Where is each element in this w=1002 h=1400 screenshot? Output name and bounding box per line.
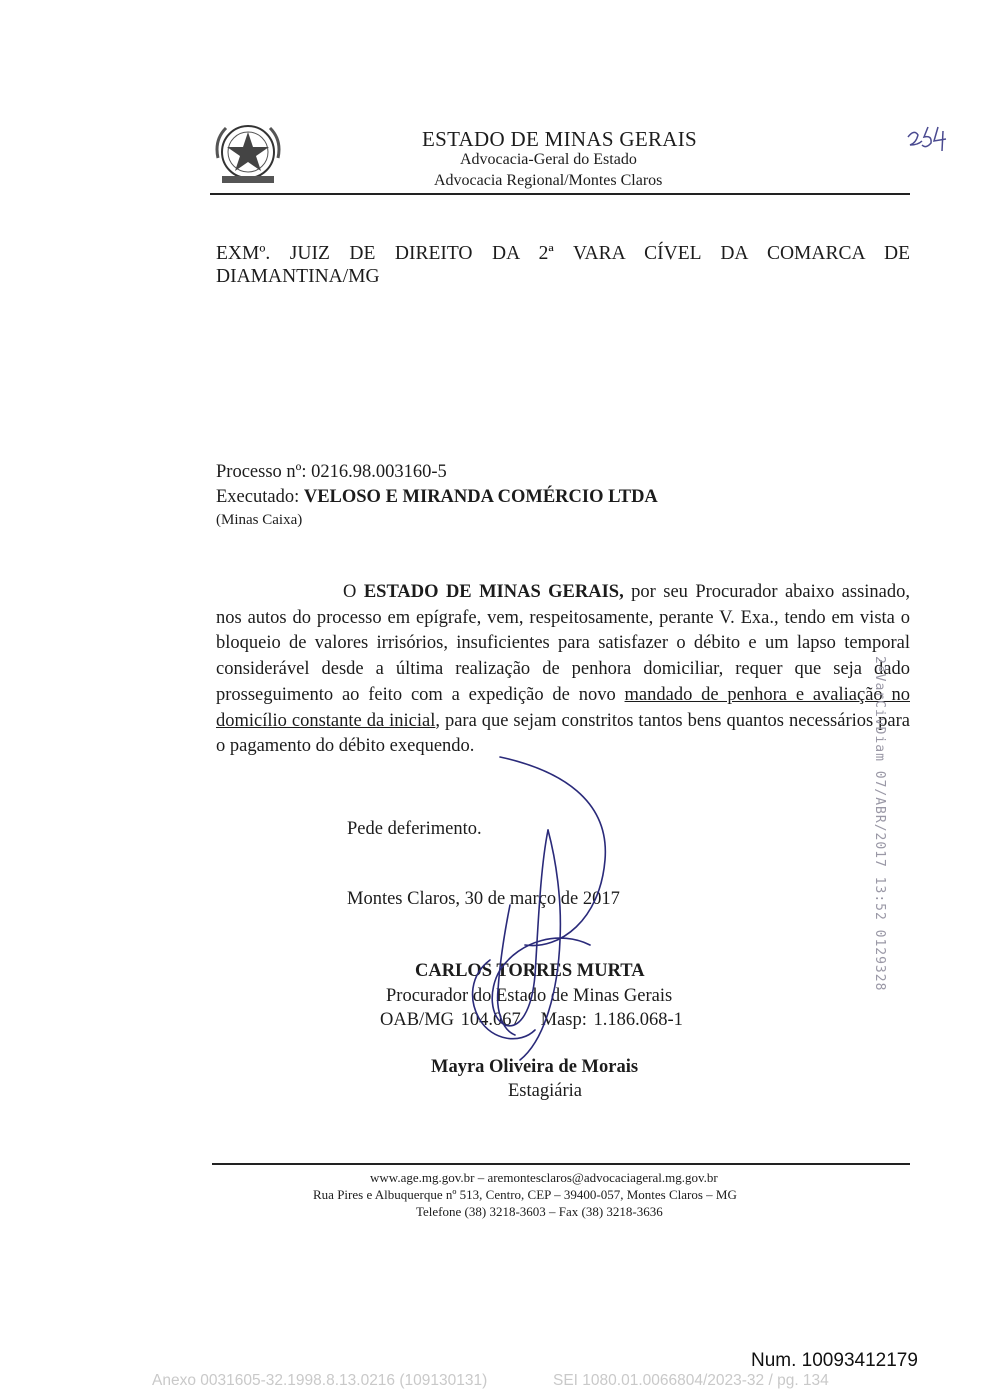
signatory-masp: Masp: 1.186.068-1 [540,1010,683,1030]
signatory-name: CARLOS TORRES MURTA [415,961,645,981]
coat-of-arms-icon [208,118,288,190]
body-text-1: por seu Procurador abaixo assinado, nos autos do processo em epígrafe, vem, respeitosamente, perante V. Exa., tendo em vista o bloqueio de valores irrisórios, insuficientes para satisfazer o débito e um lapso temporal considerável desde a última realização de penhora domiciliar, requer que seja dado prosseguimento ao feito com a expedição de novo [216,582,911,705]
document-number: Num. 10093412179 [751,1350,918,1371]
addressee-line-1: EXMº. JUIZ DE DIREITO DA 2ª VARA CÍVEL DA COMARCA DE [216,243,910,264]
signatory-oab: OAB/MG 104.067 [380,1010,521,1030]
handwritten-page-number [904,115,954,155]
closing-request: Pede deferimento. [347,819,482,839]
footer-address: Rua Pires e Albuquerque nº 513, Centro, CEP – 39400-057, Montes Claros – MG [313,1187,737,1202]
addressee-line-2: DIAMANTINA/MG [216,266,380,287]
sei-reference: SEI 1080.01.0066804/2023-32 / pg. 134 [553,1372,829,1389]
footer-contact-web: www.age.mg.gov.br – aremontesclaros@advocaciageral.mg.gov.br [370,1170,718,1185]
process-number: Processo nº: 0216.98.003160-5 [216,462,447,482]
footer-divider [212,1163,910,1165]
annex-reference: Anexo 0031605-32.1998.8.13.0216 (109130131) [152,1372,488,1389]
body-underlined: mandado de penhora e avaliação no domicílio constante da inicial [216,684,910,731]
body-text-2: , para que sejam constritos tantos bens quantos necessários para o pagamento do débito exequendo. [216,710,910,757]
executado-note: (Minas Caixa) [216,512,303,528]
intern-name: Mayra Oliveira de Morais [431,1057,639,1077]
executado-label: Executado: [216,487,300,507]
body-lead: O [343,582,357,602]
signatory-role: Procurador do Estado de Minas Gerais [386,986,673,1006]
header-title: ESTADO DE MINAS GERAIS [422,127,698,151]
signatory-registration [380,1010,683,1031]
place-date: Montes Claros, 30 de março de 2017 [347,889,620,909]
document-page: ESTADO DE MINAS GERAIS Advocacia-Geral do Estado Advocacia Regional/Montes Claros EXMº. JUIZ DE DIREITO DA 2ª VARA CÍVEL DA COMARCA DE DIAMANTINA/MG Processo nº: 0216.98.003160-5 Executado: VELOSO E MIRANDA COMÉRCIO LTDA (Minas Caixa) O ESTADO DE MINAS GERAIS, por seu Procurador abaixo assinado, nos autos do processo em epígrafe, vem, respeitosamente, perante V. Exa., tendo em vista o bloqueio de valores irrisórios, insuficientes para satisfazer o débito e um lapso temporal considerável desde a última realização de penhora domiciliar, requer que seja dado prosseguimento ao feito com a expedição de novo mandado de penhora e avaliação no domicílio constante da inicial, para que sejam constritos tantos bens quantos necessários para o pagamento do débito exequendo. Pede deferimento. Montes Claros, 30 de março de 2017 CARLOS TORRES MURTA Procurador do Estado de Minas Gerais OAB/MG 104.067 Masp: 1.186.068-1 Mayra Oliveira de Morais Estagiária 2ªVarCivDiam 07/ABR/2017 13:52 0129328 www.age.mg.gov.br – aremontesclaros@advocaciageral.mg.gov.br Rua Pires e Albuquerque nº 513, Centro, CEP – 39400-057, Montes Claros – MG Telefone (38) 3218-3603 – Fax (38) 3218-3636 Num. 10093412179 Anexo 0031605-32.1998.8.13.0216 (109130131) SEI 1080.01.0066804/2023-32 / pg. 134 [0,0,1002,1400]
header-subtitle-agency: Advocacia-Geral do Estado [460,151,637,168]
executado-name: VELOSO E MIRANDA COMÉRCIO LTDA [303,487,658,507]
intern-role: Estagiária [508,1081,582,1101]
executado-line [216,487,658,508]
body-party: ESTADO DE MINAS GERAIS, [363,582,624,602]
header-divider [210,193,910,195]
petition-body [216,580,910,760]
header-subtitle-regional: Advocacia Regional/Montes Claros [434,172,663,189]
footer-phone: Telefone (38) 3218-3603 – Fax (38) 3218-3636 [416,1204,663,1219]
